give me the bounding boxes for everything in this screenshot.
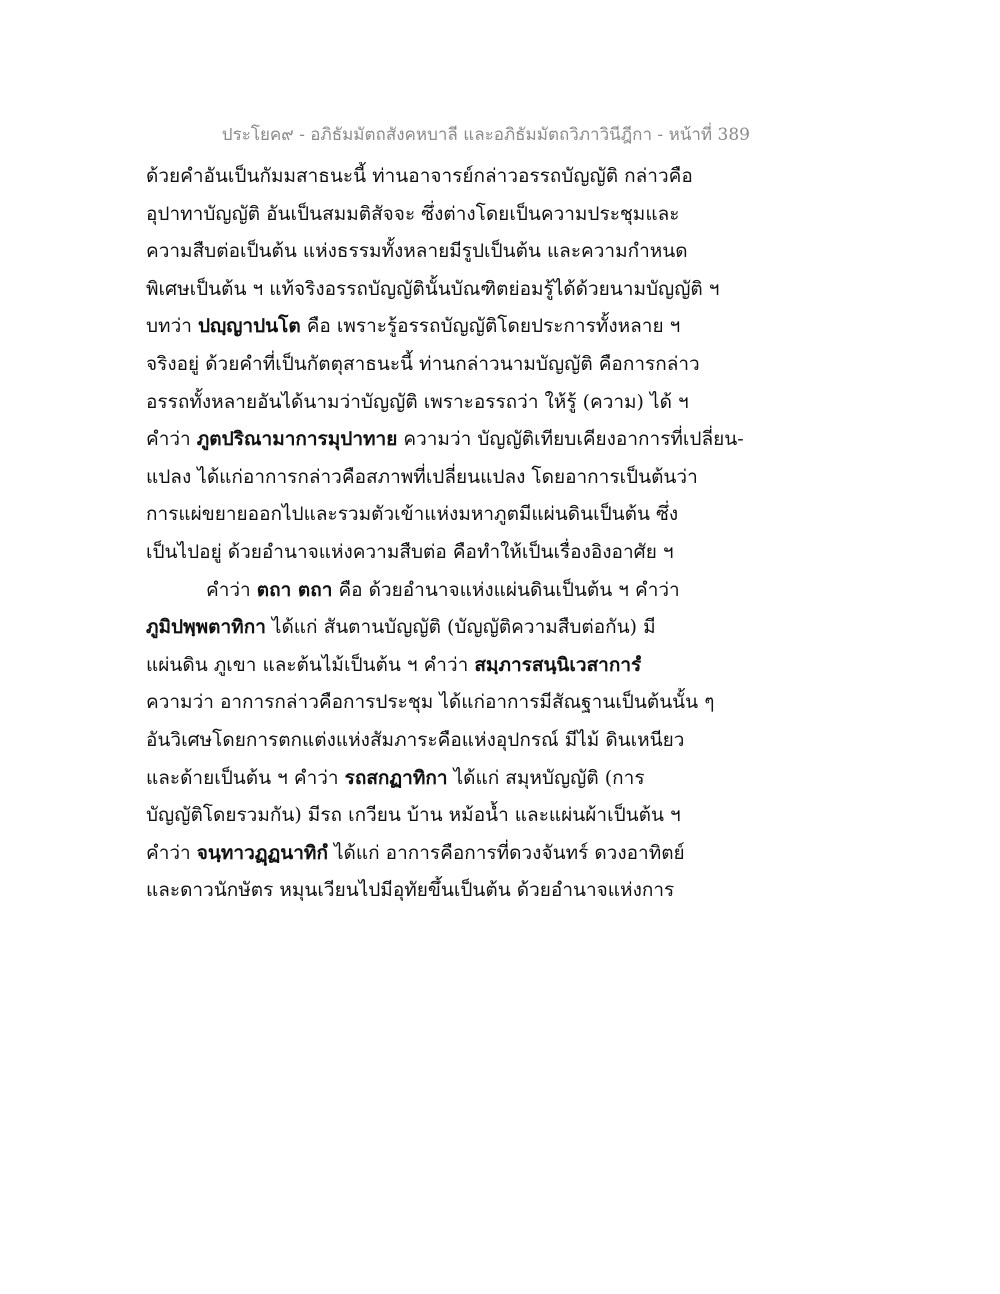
text-line — [146, 647, 746, 685]
text-line — [146, 797, 746, 835]
text-line — [146, 384, 746, 422]
text-line — [146, 496, 746, 534]
bold-term: จนฺทาวฏฺฏนาทิกํ — [196, 841, 328, 864]
text-line — [146, 572, 746, 610]
text-segment: คือ เพราะรู้อรรถบัญญัติโดยประการทั้งหลาย ฯ — [300, 315, 681, 338]
page-header: ประโยค๙ - อภิธัมมัตถสังคหบาลี และอภิธัมมัตถวิภาวินีฎีกา - หน้าที่ 389 — [221, 125, 750, 145]
text-segment: คำว่า — [146, 841, 197, 864]
text-segment: เป็นไปอยู่ ด้วยอำนาจแห่งความสืบต่อ คือทำให้เป็นเรื่องอิงอาศัย ฯ — [146, 540, 674, 563]
text-segment: ได้แก่ สมุหบัญญัติ (การ — [447, 766, 645, 789]
text-segment: และด้ายเป็นต้น ฯ คำว่า — [146, 766, 345, 789]
body-text — [146, 158, 746, 910]
text-segment: ความสืบต่อเป็นต้น แห่งธรรมทั้งหลายมีรูปเป็นต้น และความกำหนด — [146, 240, 688, 263]
text-segment: อุปาทาบัญญัติ อันเป็นสมมติสัจจะ ซึ่งต่างโดยเป็นความประชุมและ — [146, 202, 680, 225]
text-line — [146, 233, 746, 271]
text-segment: ความว่า บัญญัติเทียบเคียงอาการที่เปลี่ยน- — [397, 428, 744, 451]
text-segment: ได้แก่ อาการคือการที่ดวงจันทร์ ดวงอาทิตย์ — [327, 841, 685, 864]
text-segment: ความว่า อาการกล่าวคือการประชุม ได้แก่อาการมีสัณฐานเป็นต้นนั้น ๆ — [146, 691, 715, 714]
text-line — [146, 308, 746, 346]
text-line — [146, 760, 746, 798]
text-segment: บัญญัติโดยรวมกัน) มีรถ เกวียน บ้าน หม้อน้ำ และแผ่นผ้าเป็นต้น ฯ — [146, 804, 681, 827]
bold-term: ปญฺญาปนโต — [197, 315, 301, 338]
text-line — [146, 196, 746, 234]
text-segment: การแผ่ขยายออกไปและรวมตัวเข้าแห่งมหาภูตมีแผ่นดินเป็นต้น ซึ่ง — [146, 503, 679, 526]
text-line — [146, 835, 746, 873]
bold-term: สมฺภารสนฺนิเวสาการํ — [474, 653, 642, 676]
text-line — [146, 609, 746, 647]
text-line — [146, 872, 746, 910]
text-line — [146, 722, 746, 760]
bold-term: ภูตปริณามาการมุปาทาย — [196, 428, 398, 451]
text-segment: จริงอยู่ ด้วยคำที่เป็นกัตตุสาธนะนี้ ท่านกล่าวนามบัญญัติ คือการกล่าว — [146, 352, 700, 375]
text-line — [146, 421, 746, 459]
bold-term: ตถา ตถา — [256, 578, 333, 601]
text-segment: พิเศษเป็นต้น ฯ แท้จริงอรรถบัญญัตินั้นบัณฑิตย่อมรู้ได้ด้วยนามบัญญัติ ฯ — [146, 277, 720, 300]
text-segment: บทว่า — [146, 315, 198, 338]
text-line — [146, 534, 746, 572]
bold-term: รถสกฏาทิกา — [344, 766, 448, 789]
text-line — [146, 158, 746, 196]
text-line — [146, 459, 746, 497]
text-segment: อันวิเศษโดยการตกแต่งแห่งสัมภาระคือแห่งอุปกรณ์ มีไม้ ดินเหนียว — [146, 728, 685, 751]
text-line — [146, 684, 746, 722]
text-segment: อรรถทั้งหลายอันได้นามว่าบัญญัติ เพราะอรรถว่า ให้รู้ (ความ) ได้ ฯ — [146, 390, 689, 413]
text-segment: แผ่นดิน ภูเขา และต้นไม้เป็นต้น ฯ คำว่า — [146, 653, 475, 676]
text-segment: คำว่า — [146, 428, 197, 451]
text-segment: คือ ด้วยอำนาจแห่งแผ่นดินเป็นต้น ฯ คำว่า — [332, 578, 680, 601]
text-segment: ด้วยคำอันเป็นกัมมสาธนะนี้ ท่านอาจารย์กล่าวอรรถบัญญัติ กล่าวคือ — [146, 165, 693, 187]
text-segment: คำว่า — [206, 578, 257, 601]
text-line — [146, 346, 746, 384]
bold-term: ภูมิปพฺพตาทิกา — [146, 616, 266, 639]
text-segment: และดาวนักษัตร หมุนเวียนไปมีอุทัยขึ้นเป็นต้น ด้วยอำนาจแห่งการ — [146, 879, 675, 902]
text-segment: ได้แก่ สันตานบัญญัติ (บัญญัติความสืบต่อกัน) มี — [265, 616, 656, 639]
text-segment: แปลง ได้แก่อาการกล่าวคือสภาพที่เปลี่ยนแปลง โดยอาการเป็นต้นว่า — [146, 465, 698, 488]
text-line — [146, 271, 746, 309]
